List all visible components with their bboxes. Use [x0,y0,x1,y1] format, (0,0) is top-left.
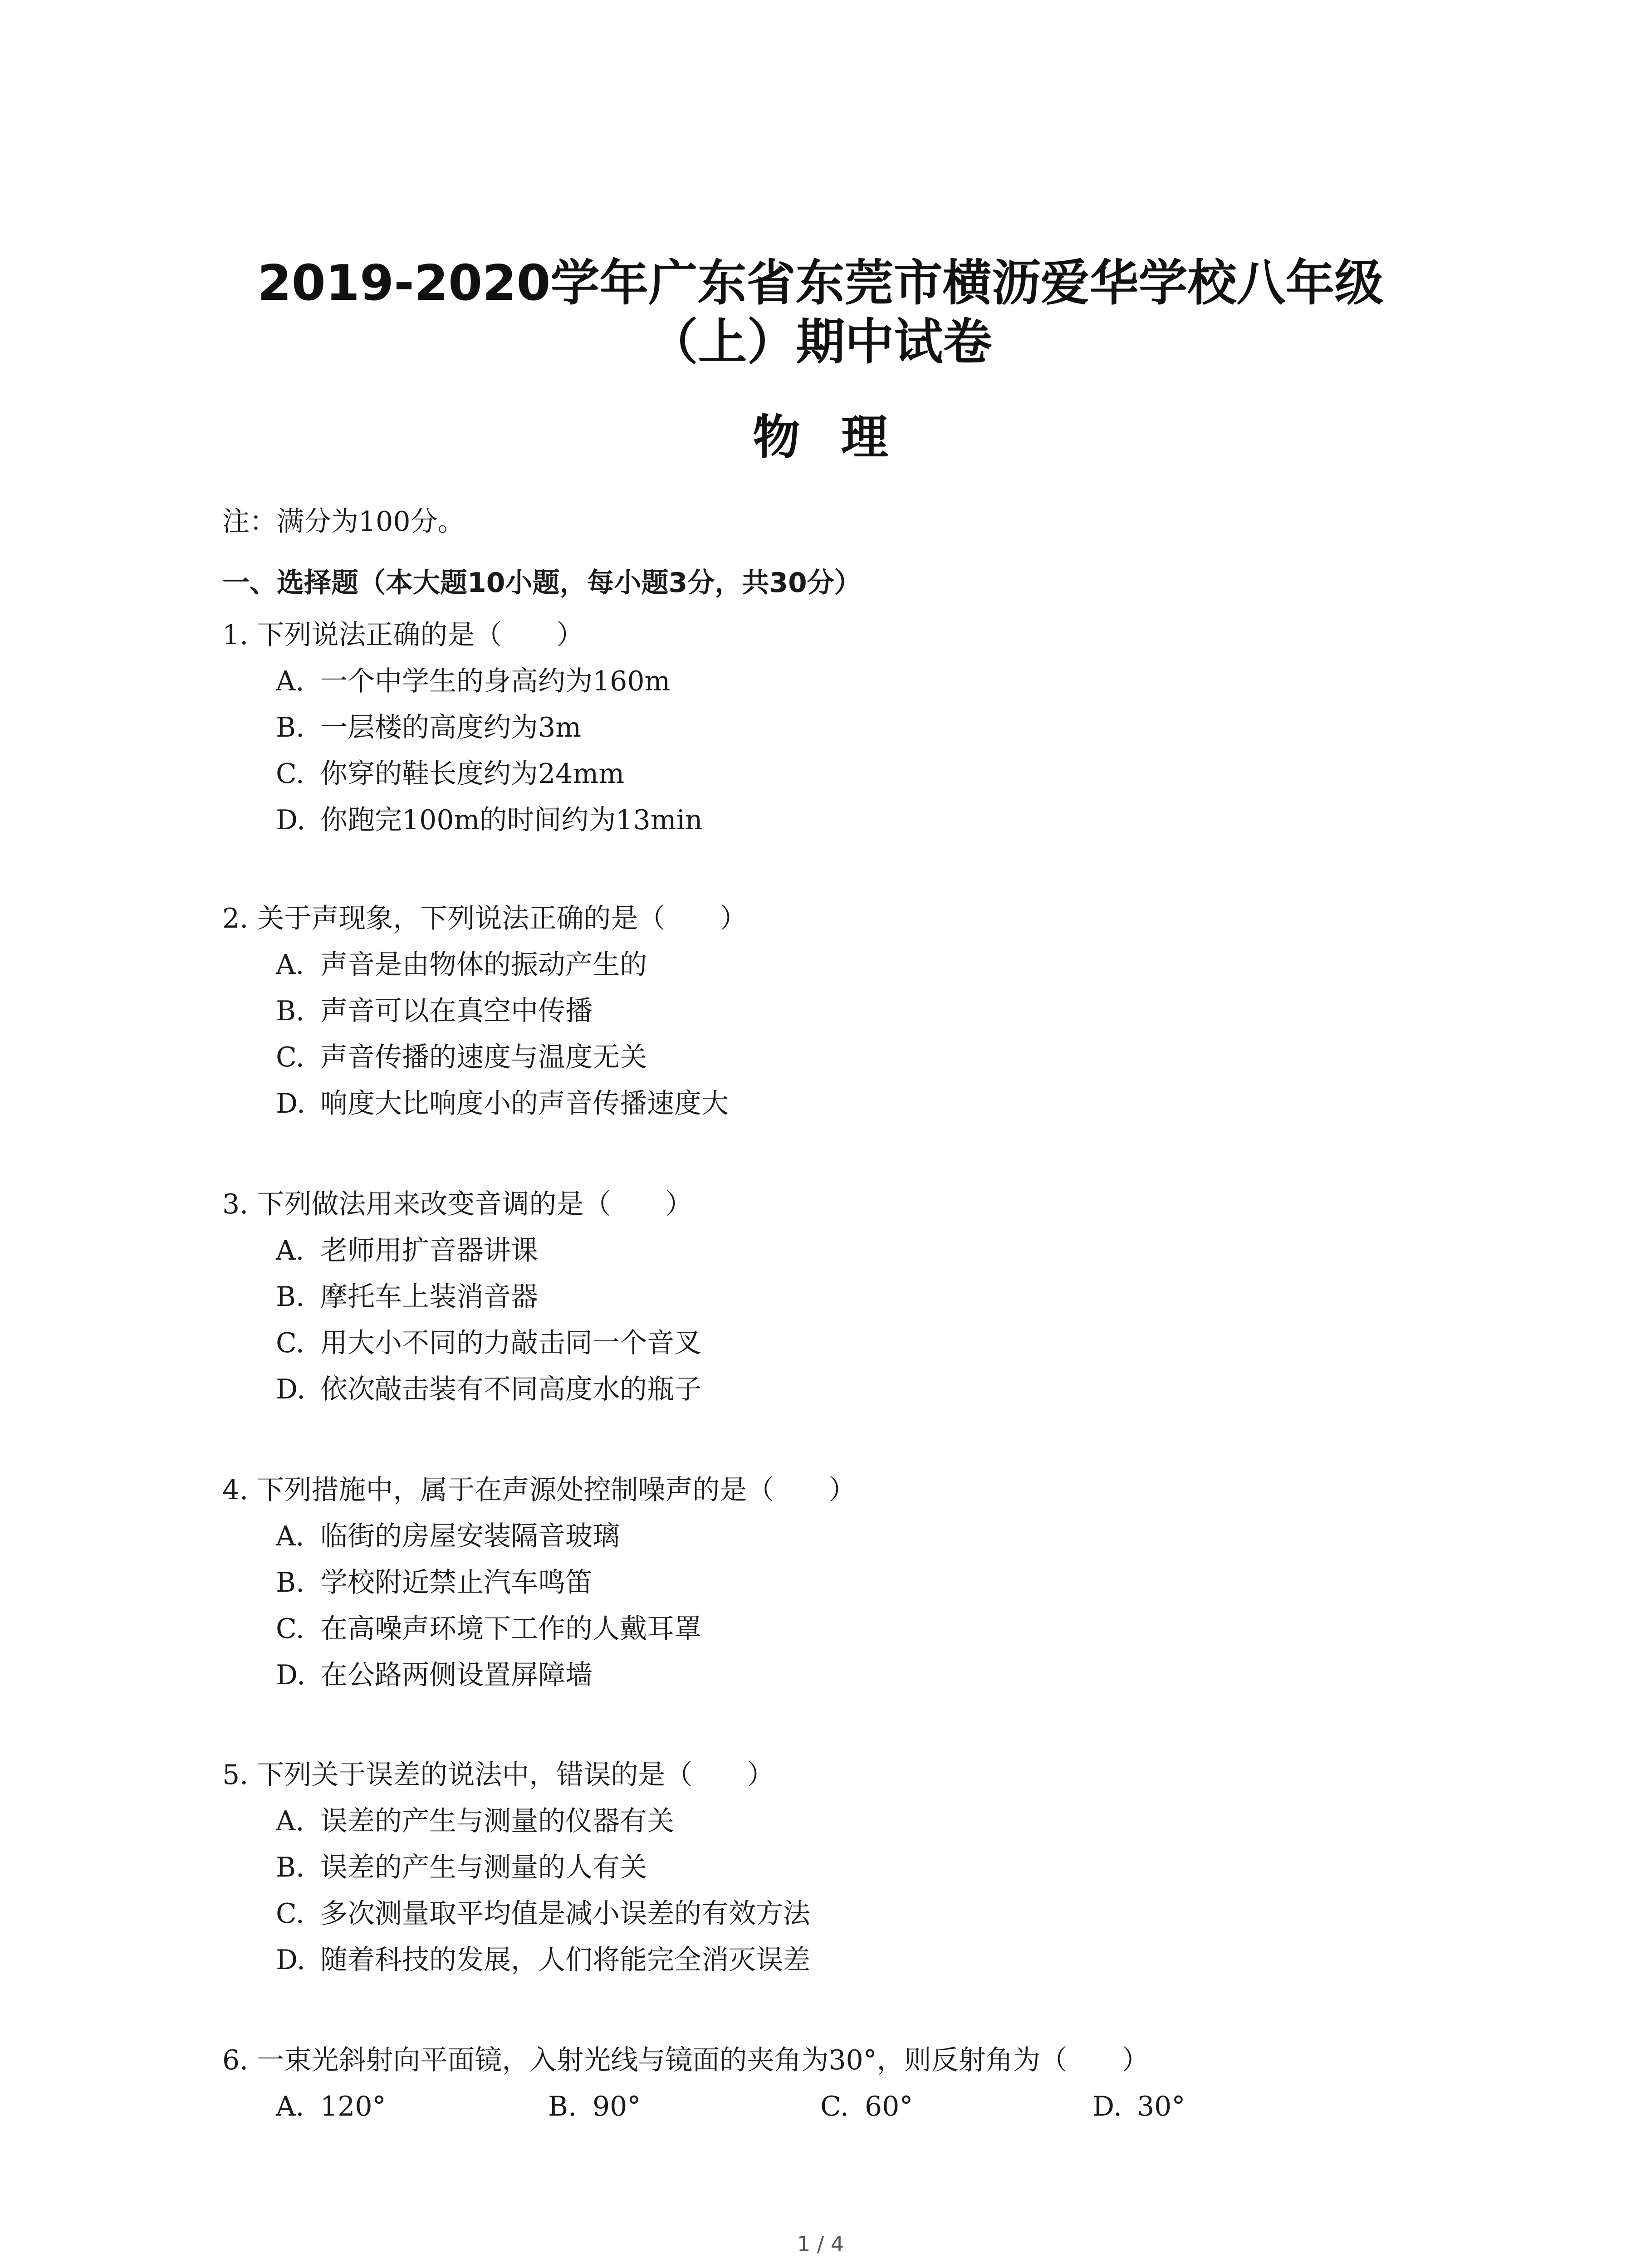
option-text: 60° [865,2091,913,2122]
option-letter: A. [276,1520,304,1552]
option-c [222,1611,1447,1657]
option-b [222,1564,1447,1611]
option-c [222,1325,1447,1371]
option-b [222,1849,1447,1896]
option-text: 误差的产生与测量的人有关 [320,1852,647,1883]
option-text: 30° [1137,2091,1185,2122]
option-letter: B. [276,1567,305,1598]
option-c [222,1896,1447,1942]
option-letter: C. [276,758,304,790]
option-a [222,1803,1447,1849]
option-d [222,802,1447,848]
option-text: 120° [320,2091,386,2122]
question-stem: 3. 下列做法用来改变音调的是（ ） [222,1188,693,1220]
option-b [222,1279,1447,1325]
question-stem: 4. 下列措施中，属于在声源处控制噪声的是（ ） [222,1474,856,1506]
option-text: 用大小不同的力敲击同一个音叉 [320,1327,701,1359]
option-text: 90° [593,2091,641,2122]
option-c [222,756,1447,802]
options-row [222,2088,1447,2135]
question-1 [222,617,1447,848]
option-letter: D. [276,1374,306,1405]
section-heading: 一、选择题（本大题10小题，每小题3分，共30分） [222,567,862,599]
option-text: 误差的产生与测量的仪器有关 [320,1805,674,1837]
option-b [548,2088,820,2125]
option-text: 一个中学生的身高约为160m [320,665,671,697]
option-text: 声音传播的速度与温度无关 [320,1041,647,1073]
option-letter: D. [276,804,306,836]
option-text: 学校附近禁止汽车鸣笛 [320,1567,593,1598]
option-letter: B. [276,712,305,743]
option-text: 多次测量取平均值是减小误差的有效方法 [320,1898,810,1930]
option-text: 声音可以在真空中传播 [320,995,593,1027]
option-letter: A. [276,1235,304,1266]
option-letter: A. [276,1805,304,1837]
option-a [222,947,1447,993]
option-text: 临街的房屋安装隔音玻璃 [320,1520,620,1552]
option-a [222,1518,1447,1564]
exam-title-line1: 2019-2020学年广东省东莞市横沥爱华学校八年级 [257,255,1384,312]
option-text: 在公路两侧设置屏障墙 [320,1659,593,1691]
option-d [222,1085,1447,1132]
option-letter: D. [276,1088,306,1119]
option-d [1092,2088,1365,2125]
option-letter: D. [1092,2091,1122,2122]
option-letter: A. [276,665,304,697]
subject-heading: 物理 [753,409,929,465]
option-d [222,1657,1447,1703]
option-d [222,1942,1447,1988]
question-6 [222,2042,1447,2135]
option-a [276,2088,548,2125]
option-a [222,663,1447,709]
option-c [222,1039,1447,1085]
option-b [222,993,1447,1039]
option-text: 老师用扩音器讲课 [320,1235,538,1266]
page-number: 1 / 4 [797,2232,844,2256]
option-text: 随着科技的发展，人们将能完全消灭误差 [320,1944,810,1976]
score-note: 注：满分为100分。 [222,506,465,538]
option-letter: C. [276,1898,304,1930]
option-letter: C. [276,1327,304,1359]
question-stem: 6. 一束光斜射向平面镜，入射光线与镜面的夹角为30°，则反射角为（ ） [222,2044,1149,2076]
option-letter: C. [820,2091,849,2122]
exam-title-line2: （上）期中试卷 [649,314,992,371]
option-letter: B. [276,1852,305,1883]
option-b [222,709,1447,756]
question-stem: 5. 下列关于误差的说法中，错误的是（ ） [222,1759,774,1791]
option-text: 你跑完100m的时间约为13min [320,804,703,836]
question-stem: 1. 下列说法正确的是（ ） [222,619,584,651]
question-3 [222,1186,1447,1418]
option-letter: B. [276,1281,305,1313]
option-letter: B. [548,2091,577,2122]
question-2 [222,900,1447,1132]
question-stem: 2. 关于声现象，下列说法正确的是（ ） [222,903,747,934]
option-text: 响度大比响度小的声音传播速度大 [320,1088,729,1119]
option-a [222,1232,1447,1279]
option-letter: D. [276,1944,306,1976]
option-letter: A. [276,2091,304,2122]
option-text: 你穿的鞋长度约为24mm [320,758,625,790]
option-letter: D. [276,1659,306,1691]
option-text: 声音是由物体的振动产生的 [320,949,647,981]
option-c [820,2088,1092,2125]
option-letter: B. [276,995,305,1027]
option-letter: A. [276,949,304,981]
option-text: 摩托车上装消音器 [320,1281,538,1313]
option-text: 在高噪声环境下工作的人戴耳罩 [320,1613,701,1645]
option-letter: C. [276,1041,304,1073]
question-4 [222,1472,1447,1703]
option-text: 一层楼的高度约为3m [320,712,582,743]
option-d [222,1371,1447,1418]
question-5 [222,1757,1447,1988]
option-text: 依次敲击装有不同高度水的瓶子 [320,1374,701,1405]
option-letter: C. [276,1613,304,1645]
